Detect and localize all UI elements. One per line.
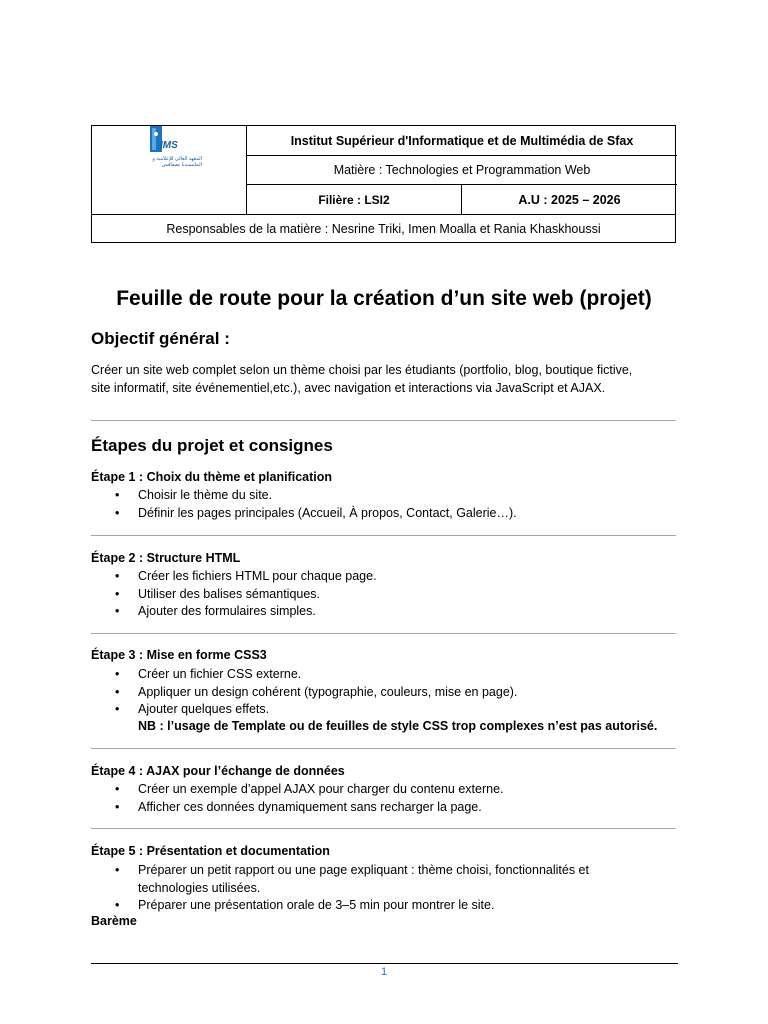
document-title: Feuille de route pour la création d’un site web (projet) (116, 287, 652, 310)
objectif-line-2: site informatif, site événementiel,etc.), avec navigation et interactions via JavaScript et AJAX. (91, 381, 606, 395)
step-4-title: Étape 4 : AJAX pour l’échange de données (91, 764, 345, 778)
logo-text: IMS (160, 140, 178, 151)
list-item: • Utiliser des balises sémantiques. (91, 586, 681, 604)
objectif-line-1: Créer un site web complet selon un thème choisi par les étudiants (portfolio, blog, boutique fictive, (91, 363, 633, 377)
step-1-title: Étape 1 : Choix du thème et planification (91, 470, 333, 484)
list-item: • Définir les pages principales (Accueil, À propos, Contact, Galerie…). (91, 505, 681, 523)
step-2-list (91, 568, 681, 621)
divider (91, 748, 676, 749)
filiere: Filière : LSI2 (247, 185, 462, 214)
header-table (91, 125, 676, 243)
step-3-list (91, 666, 681, 719)
academic-year: A.U : 2025 – 2026 (518, 192, 621, 207)
step-4-list (91, 781, 681, 816)
etapes-heading: Étapes du projet et consignes (91, 436, 333, 455)
step-5-title: Étape 5 : Présentation et documentation (91, 844, 330, 858)
list-item: • Ajouter des formulaires simples. (91, 603, 681, 621)
step-2-title: Étape 2 : Structure HTML (91, 551, 241, 565)
page-number: 1 (380, 966, 388, 978)
step-3-note: NB : l’usage de Template ou de feuilles de style CSS trop complexes n’est pas autorisé. (138, 719, 658, 733)
list-item: • Ajouter quelques effets. (91, 701, 681, 719)
list-item: • Choisir le thème du site. (91, 487, 681, 505)
institute-logo (138, 126, 202, 176)
list-item (91, 862, 681, 897)
responsables: Responsables de la matière : Nesrine Triki, Imen Moalla et Rania Khaskhoussi (92, 214, 675, 242)
logo-cell (92, 126, 247, 214)
list-item-continuation: technologies utilisées. (138, 880, 261, 895)
list-item-text: Préparer un petit rapport ou une page expliquant : thème choisi, fonctionnalités et (138, 863, 589, 877)
logo-arabic-text: المعهد العالي للإعلامية و الملتيميديا بصفاقس (152, 156, 202, 168)
list-item: • Créer un fichier CSS externe. (91, 666, 681, 684)
bareme-heading: Barème (91, 914, 137, 928)
footer-divider (91, 963, 678, 964)
objectif-heading: Objectif général : (91, 329, 230, 348)
list-item: • Afficher ces données dynamiquement sans recharger la page. (91, 799, 681, 817)
step-5-list (91, 862, 681, 915)
step-1-list (91, 487, 681, 522)
step-3-title: Étape 3 : Mise en forme CSS3 (91, 648, 267, 662)
divider (91, 420, 676, 421)
divider (91, 633, 676, 634)
list-item: • Créer un exemple d’appel AJAX pour charger du contenu externe. (91, 781, 681, 799)
institute-name: Institut Supérieur d'Informatique et de Multimédia de Sfax (247, 126, 677, 156)
list-item: • Préparer une présentation orale de 3–5 min pour montrer le site. (91, 897, 681, 915)
subject-name: Matière : Technologies et Programmation Web (247, 156, 677, 185)
objectif-paragraph (91, 361, 681, 397)
divider (91, 828, 676, 829)
list-item: • Appliquer un design cohérent (typographie, couleurs, mise en page). (91, 684, 681, 702)
divider (91, 535, 676, 536)
list-item: • Créer les fichiers HTML pour chaque page. (91, 568, 681, 586)
